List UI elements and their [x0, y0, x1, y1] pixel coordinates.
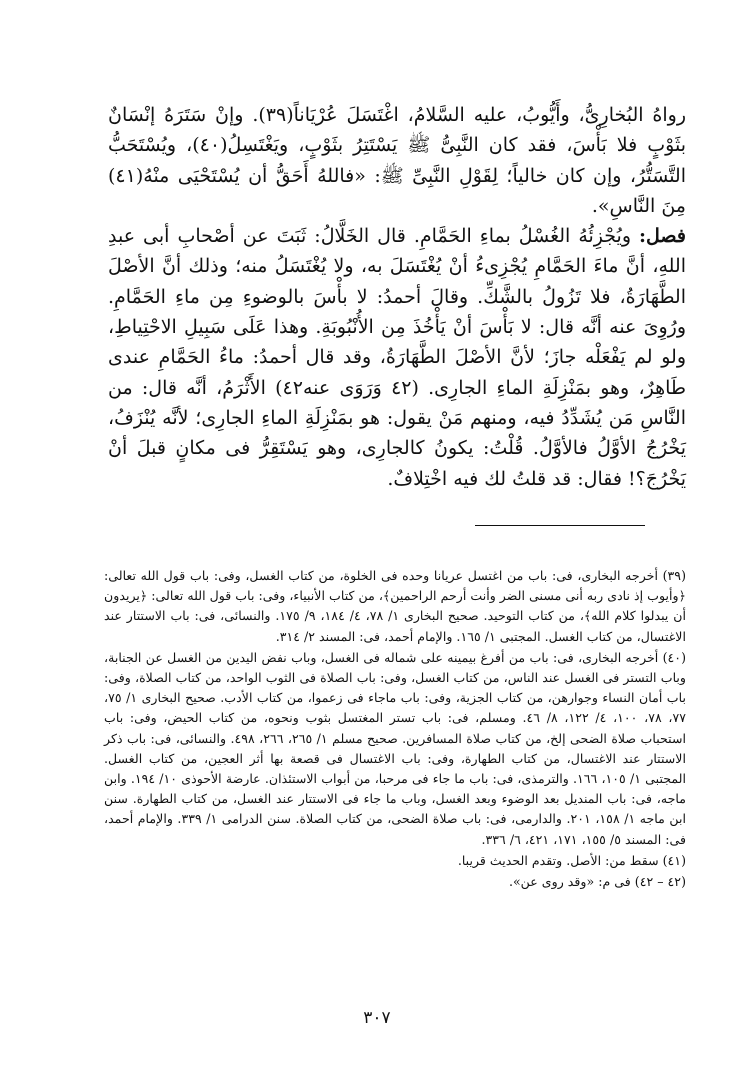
paragraph-1: رواهُ البُخارِىُّ، وأَيُّوبُ، عليه السَّلامُ، اغْتَسَلَ عُرْيَاناً(٣٩). وإنْ سَتَرَهُ إنْسَانٌ بثَوْبٍ فلا بَأْسَ، فقد كان النَّبِىُّ ﷺ يَسْتَتِرُ بثَوْبٍ، ويَغْتَسِلُ(٤٠)، ويُسْتَحَبُّ التَّسَتُّرُ، وإن كان خالياً؛ لِقَوْلِ النَّبِىِّ ﷺ: «فاللهُ أَحَقُّ أن يُسْتَحْيَى منْهُ(٤١) مِنَ النَّاسِ».: [108, 104, 687, 217]
footnote-40: (٤٠) أخرجه البخارى، فى: باب من أفرغ بيمينه على شماله فى الغسل، وباب نفض اليدين من الغسل عن الجنابة، وباب التستر فى الغسل عند الناس، من كتاب الغسل، وفى: باب الصلاة فى الثوب الواحد، من كتاب الصلاة، وفى: باب أمان النساء وجوارهن، من كتاب الجزية، وفى: باب ماجاء فى زعموا، من كتاب الأدب. صحيح البخارى ١/ ٧٥، ٧٧، ٧٨، ١٠٠، ٤/ ١٢٢، ٨/ ٤٦. ومسلم، فى: باب تستر المغتسل بثوب ونحوه، من كتاب الحيض، وفى: باب استحباب صلاة الضحى إلخ، من كتاب صلاة المسافرين. صحيح مسلم ١/ ٢٦٥، ٢٦٦، ٤٩٨. والنسائى، فى: باب ذكر الاستتار عند الاغتسال، من كتاب الطهارة، وفى: باب الاغتسال فى قصعة بها أثر العجين، من كتاب الغسل. المجتبى ١/ ١٠٥، ١٦٦. والترمذى، فى: باب ما جاء فى مرحبا، من أبواب الاستئذان. عارضة الأحوذى ١٠/ ١٩٤. وابن ماجه، فى: باب المنديل بعد الوضوء وبعد الغسل، وباب ما جاء فى الاستتار عند الغسل، من كتاب الطهارة. سنن ابن ماجه ١/ ١٥٨، ٢٠١. والدارمى، فى: باب صلاة الضحى، من كتاب الصلاة. سنن الدرامى ١/ ٣٣٩. والإمام أحمد، فى: المسند ٥/ ١٥٥، ١٧١، ٤٢١، ٦/ ٣٣٦.: [104, 649, 686, 847]
paragraph-2: [108, 221, 686, 494]
section-heading: فصل:: [639, 225, 686, 248]
footnote-42: (٤٢ – ٤٢) فى م: «وقد روى عن».: [508, 874, 686, 890]
paragraph-2-body: ويُجْزِئُهُ الغُسْلُ بماءِ الحَمَّامِ. قال الخَلَّالُ: ثَبَتَ عن أصْحابِ أبى عبدِ اللهِ، أنَّ ماءَ الحَمَّامِ يُجْزِىءُ أنْ يُغْتَسَلَ به، ولا يُغْتَسَلُ منه؛ وذلك أنَّ الأصْلَ الطَّهَارَةُ، فلا تَزُولُ بالشَّكِّ. وقالَ أحمدُ: لا بأْسَ بالوضوءِ مِن ماءِ الحَمَّامِ. ورُوِىَ عنه أنَّه قال: لا بَأْسَ أنْ يَأْخُذَ مِن الأُنْبُوبَةِ. وهذا عَلَى سَبِيلِ الاحْتِياطِ، ولو لم يَفْعَلْه جازَ؛ لأنَّ الأصْلَ الطَّهَارَةُ، وقد قال أحمدُ: ماءُ الحَمَّامِ عندى طَاهِرٌ، وهو بمَنْزِلَةِ الماءِ الجارِى. (٤٢ وَرَوَى عنه٤٢) الأَثْرَمُ، أنَّه قال: من النَّاسِ مَن يُشَدِّدُ فيه، ومنهم مَنْ يقول: هو بمَنْزِلَةِ الماءِ الجارِى؛ لأنَّه يُنْزَفُ، يَخْرُجُ الأوَّلُ فالأوَّلُ. قُلْتُ: يكونُ كالجارِى، وهو يَسْتَقِرُّ فى مكانٍ قبلَ أنْ يَخْرُجَ؟! فقال: قد قلتُ لك فيه اخْتِلافٌ.: [108, 225, 686, 490]
footnote-separator: [475, 525, 645, 526]
page-number: ٣٠٧: [363, 1008, 391, 1028]
footnote-39: (٣٩) أخرجه البخارى، فى: باب من اغتسل عريانا وحده فى الخلوة، من كتاب الغسل، وفى: باب قول الله تعالى: ﴿وأيوب إذ نادى ربه أنى مسنى الضر وأنت أرحم الراحمين﴾، من كتاب الأنبياء، وفى: باب قول الله تعالى: ﴿يريدون أن يبدلوا كلام الله﴾، من كتاب التوحيد. صحيح البخارى ١/ ٧٨، ٤/ ١٨٤، ٩/ ١٧٥. والنسائى، فى: باب الاستتار عند الاغتسال، من كتاب الغسل. المجتبى ١/ ١٦٥. والإمام أحمد، فى: المسند ٢/ ٣١٤.: [104, 568, 686, 644]
footnotes: [104, 566, 686, 893]
footnote-41: (٤١) سقط من: الأصل. وتقدم الحديث قريبا.: [457, 852, 686, 868]
main-text: [108, 100, 686, 494]
